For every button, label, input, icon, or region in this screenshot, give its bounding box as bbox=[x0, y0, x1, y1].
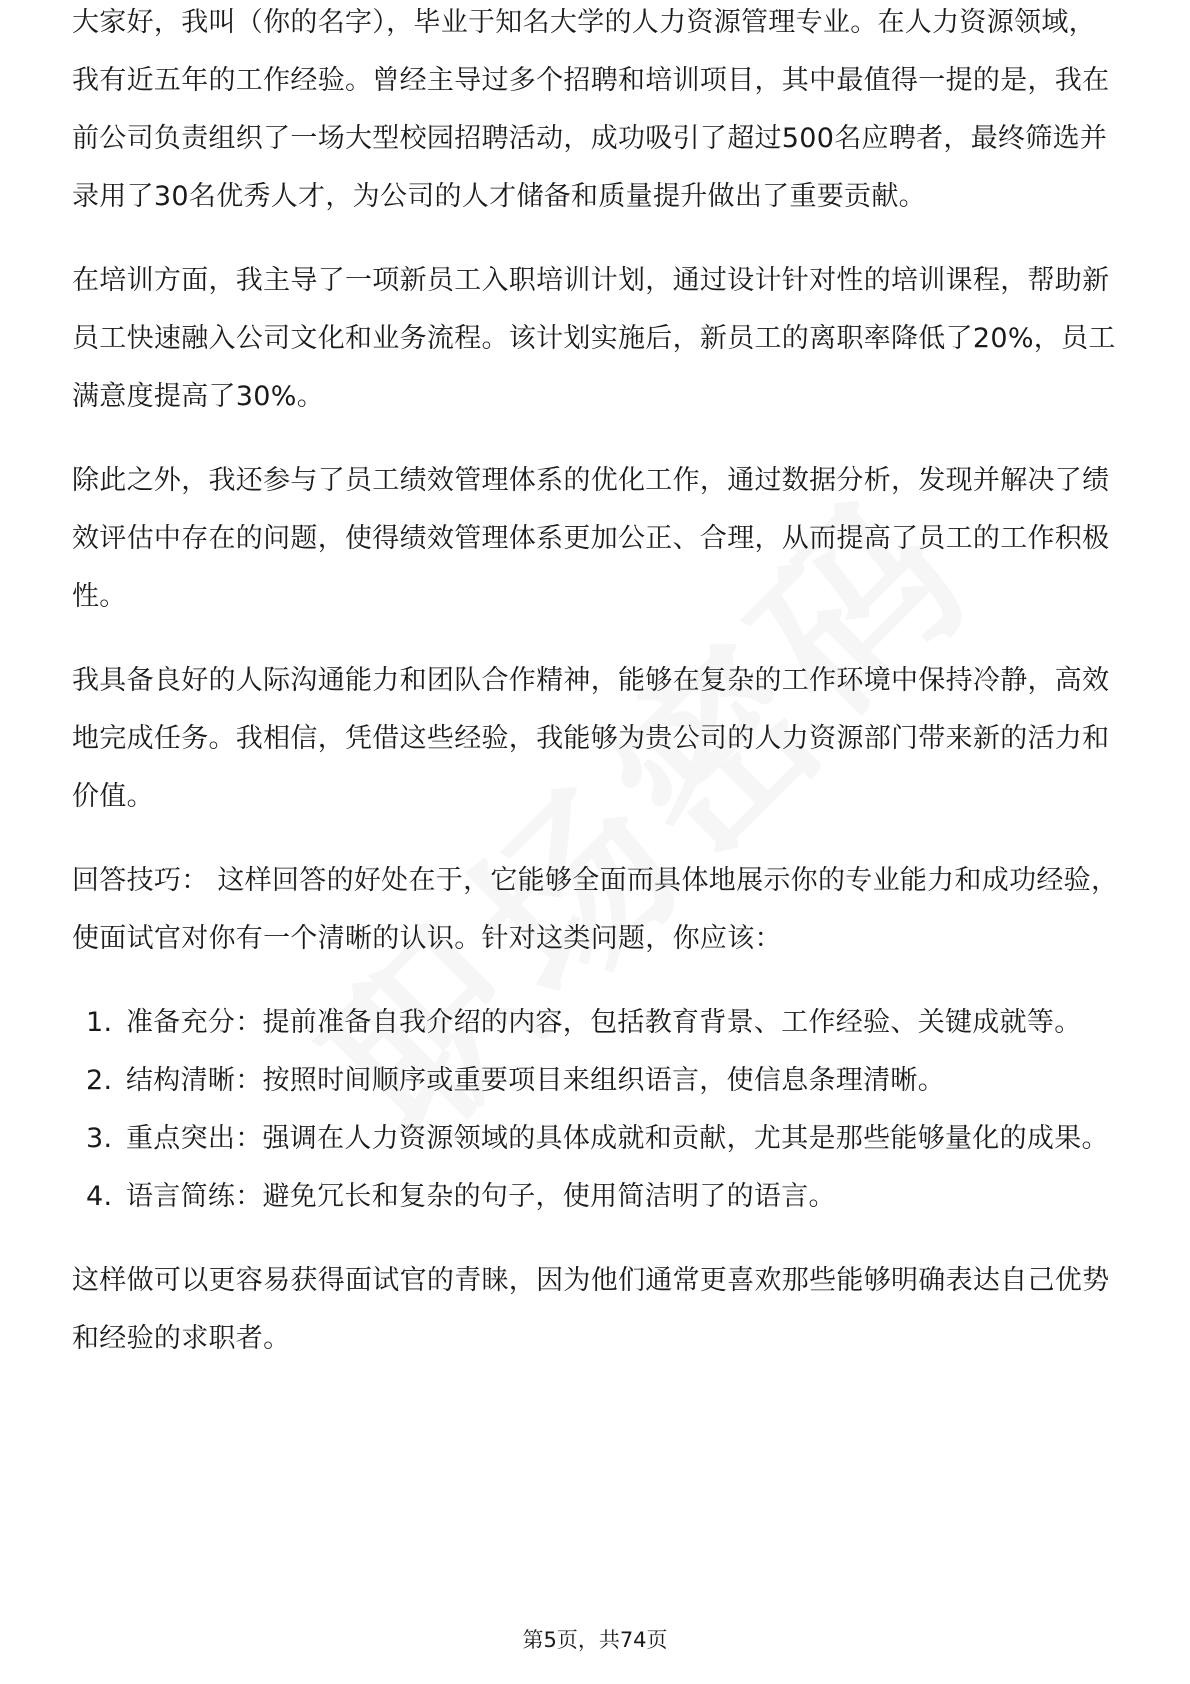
tips-label: 回答技巧： bbox=[72, 865, 209, 896]
document-body bbox=[72, 7, 1122, 1394]
intro-paragraph bbox=[72, 0, 1122, 226]
list-item bbox=[72, 1052, 1122, 1110]
list-item-number: 3. bbox=[86, 1123, 113, 1154]
list-item-number: 4. bbox=[86, 1181, 113, 1212]
list-item bbox=[72, 1168, 1122, 1226]
list-item-text: 准备充分：提前准备自我介绍的内容，包括教育背景、工作经验、关键成就等。 bbox=[126, 1007, 1082, 1038]
paragraph-skills: 我具备良好的人际沟通能力和团队合作精神，能够在复杂的工作环境中保持冷静，高效地完成任务。我相信，凭借这些经验，我能够为贵公司的人力资源部门带来新的活力和价值。 bbox=[72, 665, 1110, 812]
list-item-text: 重点突出：强调在人力资源领域的具体成就和贡献，尤其是那些能够量化的成果。 bbox=[126, 1123, 1109, 1154]
intro-line-partial: 大家好，我叫（你的名字），毕业于知名大学的人力资源管理专业。在人力资源领 bbox=[72, 7, 1042, 38]
tips-list bbox=[72, 994, 1122, 1226]
list-item bbox=[72, 994, 1122, 1052]
list-item-text: 语言简练：避免冗长和复杂的句子，使用简洁明了的语言。 bbox=[126, 1181, 836, 1212]
list-item bbox=[72, 1110, 1122, 1168]
intro-text: 域，我有近五年的工作经验。曾经主导过多个招聘和培训项目，其中最值得一提的是，我在前公司负责组织了一场大型校园招聘活动，成功吸引了超过500名应聘者，最终筛选并录用了30名优秀人才，为公司的人才储备和质量提升做出了重要贡献。 bbox=[72, 7, 1110, 212]
paragraph-performance: 除此之外，我还参与了员工绩效管理体系的优化工作，通过数据分析，发现并解决了绩效评估中存在的问题，使得绩效管理体系更加公正、合理，从而提高了员工的工作积极性。 bbox=[72, 465, 1110, 612]
list-item-text: 结构清晰：按照时间顺序或重要项目来组织语言，使信息条理清晰。 bbox=[126, 1065, 945, 1096]
closing-paragraph: 这样做可以更容易获得面试官的青睐，因为他们通常更喜欢那些能够明确表达自己优势和经验的求职者。 bbox=[72, 1265, 1110, 1354]
list-item-number: 2. bbox=[86, 1065, 113, 1096]
tips-text: 这样回答的好处在于，它能够全面而具体地展示你的专业能力和成功经验，使面试官对你有一个清晰的认识。针对这类问题，你应该： bbox=[72, 865, 1119, 954]
list-item-number: 1. bbox=[86, 1007, 113, 1038]
page-number-footer: 第5页，共74页 bbox=[522, 1628, 668, 1652]
paragraph-training: 在培训方面，我主导了一项新员工入职培训计划，通过设计针对性的培训课程，帮助新员工快速融入公司文化和业务流程。该计划实施后，新员工的离职率降低了20%，员工满意度提高了30%。 bbox=[72, 265, 1116, 412]
tips-paragraph bbox=[72, 852, 1122, 968]
